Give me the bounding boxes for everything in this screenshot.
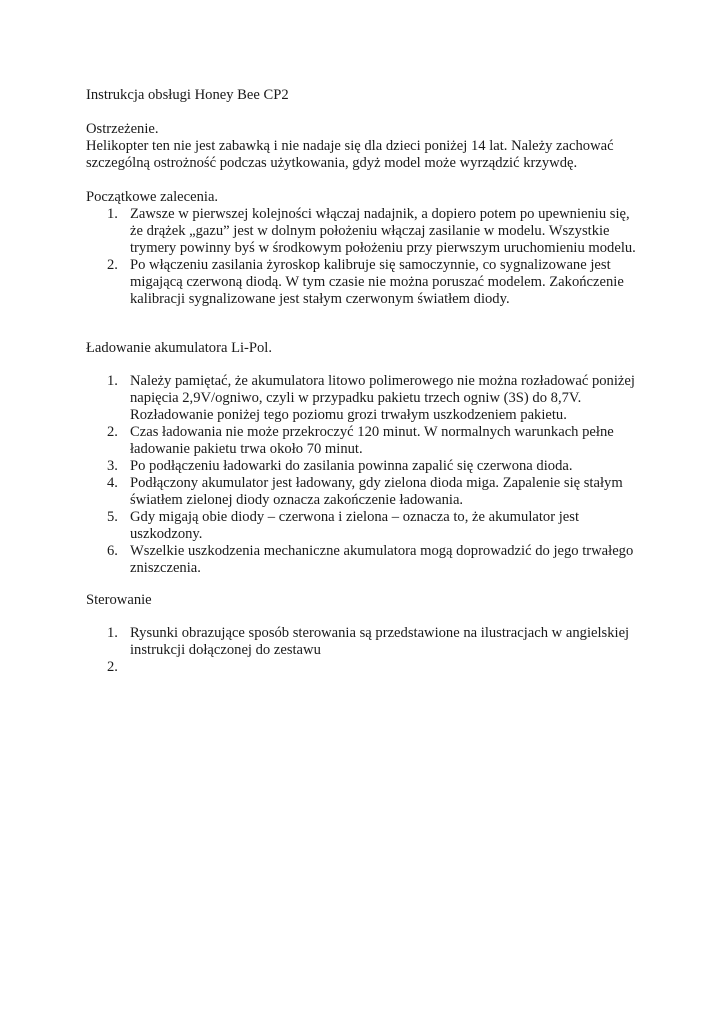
- list-item-text: Zawsze w pierwszej kolejności włączaj nadajnik, a dopiero potem po upewnieniu się, że drążek „gazu” jest w dolnym położeniu włączaj zasilanie w modelu. Wszystkie trymery powinny byś w środkowym położeniu przy pierwszym uruchomieniu modelu.: [130, 206, 636, 256]
- list-item: [86, 257, 646, 308]
- list-item-number: 5.: [107, 509, 118, 525]
- steering-list: [86, 625, 646, 675]
- list-item: [86, 373, 646, 424]
- charging-list: [86, 373, 646, 577]
- list-item: [86, 625, 646, 659]
- steering-heading: Sterowanie: [86, 592, 152, 608]
- list-item-number: 1.: [107, 373, 118, 389]
- list-item-number: 1.: [107, 206, 118, 222]
- list-item-text: Po podłączeniu ładowarki do zasilania powinna zapalić się czerwona dioda.: [130, 458, 573, 474]
- list-item-number: 1.: [107, 625, 118, 641]
- warning-section: [86, 121, 646, 172]
- list-item-number: 6.: [107, 543, 118, 559]
- initial-section: [86, 189, 646, 308]
- list-item-number: 2.: [107, 659, 118, 675]
- list-item-number: 4.: [107, 475, 118, 491]
- list-item-text: Czas ładowania nie może przekroczyć 120 minut. W normalnych warunkach pełne ładowanie pakietu trwa około 70 minut.: [130, 424, 614, 457]
- list-item: [86, 475, 646, 509]
- list-item: [86, 458, 646, 475]
- list-item-number: 2.: [107, 424, 118, 440]
- warning-heading: Ostrzeżenie.: [86, 121, 159, 137]
- warning-text: Helikopter ten nie jest zabawką i nie nadaje się dla dzieci poniżej 14 lat. Należy zachować szczególną ostrożność podczas użytkowania, gdyż model może wyrządzić krzywdę.: [86, 138, 614, 171]
- list-item-text: Należy pamiętać, że akumulatora litowo polimerowego nie można rozładować poniżej napięcia 2,9V/ogniwo, czyli w przypadku pakietu trzech ogniw (3S) do 8,7V. Rozładowanie poniżej tego poziomu grozi trwałym uszkodzeniem pakietu.: [130, 373, 635, 423]
- list-item-number: 2.: [107, 257, 118, 273]
- initial-heading: Początkowe zalecenia.: [86, 189, 219, 205]
- list-item: [86, 424, 646, 458]
- list-item-text: Podłączony akumulator jest ładowany, gdy zielona dioda miga. Zapalenie się stałym światłem zielonej diody oznacza zakończenie ładowania.: [130, 475, 623, 508]
- list-item: [86, 206, 646, 257]
- initial-list: [86, 206, 646, 308]
- list-item-text: Po włączeniu zasilania żyroskop kalibruje się samoczynnie, co sygnalizowane jest migającą czerwoną diodą. W tym czasie nie można poruszać modelem. Zakończenie kalibracji sygnalizowane jest stałym czerwonym światłem diody.: [130, 257, 624, 307]
- list-item: [86, 509, 646, 543]
- list-item: [86, 543, 646, 577]
- document-title: Instrukcja obsługi Honey Bee CP2: [86, 87, 289, 103]
- list-item-text: Gdy migają obie diody – czerwona i zielona – oznacza to, że akumulator jest uszkodzony.: [130, 509, 579, 542]
- list-item-text: Wszelkie uszkodzenia mechaniczne akumulatora mogą doprowadzić do jego trwałego zniszczenia.: [130, 543, 634, 576]
- list-item-text: Rysunki obrazujące sposób sterowania są przedstawione na ilustracjach w angielskiej instrukcji dołączonej do zestawu: [130, 625, 630, 658]
- list-item-number: 3.: [107, 458, 118, 474]
- charging-heading: Ładowanie akumulatora Li-Pol.: [86, 340, 273, 356]
